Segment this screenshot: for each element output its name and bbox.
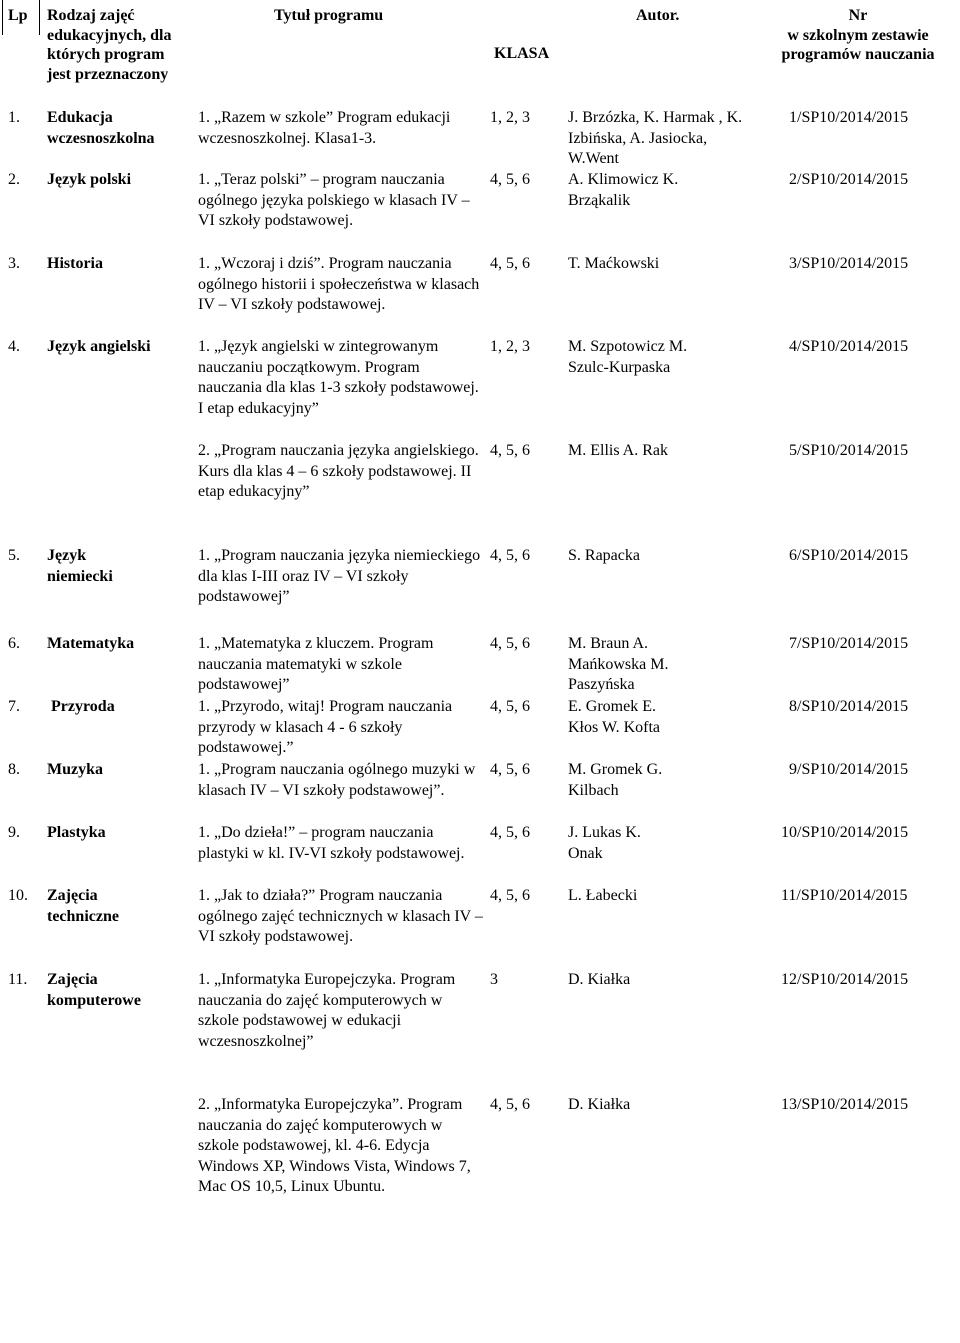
row-class: 4, 5, 6 [490, 698, 530, 715]
header-number-line1: Nr [848, 7, 868, 24]
row-author: L. Łabecki [568, 887, 638, 904]
row-program-title: 1. „Razem w szkole” Program edukacji wczesnoszkolnej. Klasa1-3. [198, 109, 451, 147]
row-number: 5/SP10/2014/2015 [789, 442, 909, 459]
row-class: 4, 5, 6 [490, 442, 530, 459]
row-number: 9/SP10/2014/2015 [789, 761, 909, 778]
row-lp: 4. [8, 338, 20, 355]
row-number: 8/SP10/2014/2015 [789, 698, 909, 715]
row-program-title: 1. „Przyrodo, witaj! Program nauczania przyrody w klasach 4 - 6 szkoły podstawowej.” [198, 698, 453, 756]
row-lp: 1. [8, 109, 20, 126]
row-class: 3 [490, 971, 498, 988]
row-program-title: 1. „Matematyka z kluczem. Program nauczania matematyki w szkole podstawowej” [198, 635, 434, 693]
row-class: 4, 5, 6 [490, 761, 530, 778]
row-lp: 5. [8, 547, 20, 564]
row-author: M. Ellis A. Rak [568, 442, 669, 459]
row-program-title: 2. „Program nauczania języka angielskiego. Kurs dla klas 4 – 6 szkoły podstawowej. II etap edukacyjny” [198, 442, 479, 500]
row-number: 6/SP10/2014/2015 [789, 547, 909, 564]
header-program-title: Tytuł programu [274, 7, 384, 24]
row-lp: 7. [8, 698, 20, 715]
row-program-title: 2. „Informatyka Europejczyka”. Program nauczania do zajęć komputerowych w szkole podstawowej, kl. 4-6. Edycja Windows XP, Windows Vista, Windows 7, Mac OS 10,5, Linux Ubuntu. [198, 1096, 471, 1195]
header-subject-type: Rodzaj zajęć edukacyjnych, dla których program jest przeznaczony [47, 7, 172, 83]
header-number [770, 6, 946, 65]
row-class: 1, 2, 3 [490, 338, 530, 355]
row-author: E. Gromek E. Kłos W. Kofta [568, 698, 660, 736]
row-class: 1, 2, 3 [490, 109, 530, 126]
row-author: J. Brzózka, K. Harmak , K. Izbińska, A. Jasiocka, W.Went [568, 109, 743, 167]
header-number-line2: w szkolnym zestawie programów nauczania [781, 26, 935, 63]
row-subject: Edukacja wczesnoszkolna [47, 109, 155, 147]
header-author: Autor. [636, 7, 680, 24]
header-class: KLASA [494, 45, 550, 62]
row-subject: Matematyka [47, 635, 135, 652]
row-subject: Plastyka [47, 824, 106, 841]
row-author: A. Klimowicz K. Brząkalik [568, 171, 679, 209]
row-subject: Język angielski [47, 338, 151, 355]
row-subject: Zajęcia techniczne [47, 887, 119, 925]
row-class: 4, 5, 6 [490, 171, 530, 188]
header-lp: Lp [8, 7, 28, 24]
row-author: M. Gromek G. Kilbach [568, 761, 663, 799]
row-author: M. Szpotowicz M. Szulc-Kurpaska [568, 338, 688, 376]
row-program-title: 1. „Informatyka Europejczyka. Program nauczania do zajęć komputerowych w szkole podstawowej w edukacji wczesnoszkolnej” [198, 971, 456, 1050]
row-subject: Język polski [47, 171, 132, 188]
row-number: 10/SP10/2014/2015 [781, 824, 909, 841]
row-subject: Historia [47, 255, 103, 272]
row-author: M. Braun A. Mańkowska M. Paszyńska [568, 635, 669, 693]
row-class: 4, 5, 6 [490, 887, 530, 904]
row-number: 11/SP10/2014/2015 [781, 887, 908, 904]
row-subject: Muzyka [47, 761, 103, 778]
row-class: 4, 5, 6 [490, 1096, 530, 1113]
row-author: D. Kiałka [568, 1096, 631, 1113]
row-lp: 11. [8, 971, 28, 988]
row-program-title: 1. „Do dzieła!” – program nauczania plastyki w kl. IV-VI szkoły podstawowej. [198, 824, 465, 862]
row-number: 7/SP10/2014/2015 [789, 635, 909, 652]
row-author: T. Maćkowski [568, 255, 660, 272]
row-author: D. Kiałka [568, 971, 631, 988]
row-program-title: 1. „Język angielski w zintegrowanym nauczaniu początkowym. Program nauczania dla klas 1-3 szkoły podstawowej. I etap edukacyjny” [198, 338, 479, 417]
row-program-title: 1. „Teraz polski” – program nauczania ogólnego języka polskiego w klasach IV – VI szkoły podstawowej. [198, 171, 470, 229]
row-author: J. Lukas K. Onak [568, 824, 641, 862]
row-number: 13/SP10/2014/2015 [781, 1096, 909, 1113]
row-lp: 10. [8, 887, 28, 904]
row-number: 2/SP10/2014/2015 [789, 171, 909, 188]
row-lp: 3. [8, 255, 20, 272]
row-program-title: 1. „Program nauczania języka niemieckiego dla klas I-III oraz IV – VI szkoły podstawowej” [198, 547, 481, 605]
row-subject: Zajęcia komputerowe [47, 971, 141, 1009]
row-class: 4, 5, 6 [490, 824, 530, 841]
row-lp: 6. [8, 635, 20, 652]
row-number: 1/SP10/2014/2015 [789, 109, 909, 126]
row-class: 4, 5, 6 [490, 635, 530, 652]
header-border [39, 0, 40, 35]
header-border [2, 0, 3, 35]
row-subject: Język niemiecki [47, 547, 113, 585]
row-program-title: 1. „Jak to działa?” Program nauczania ogólnego zajęć technicznych w klasach IV – VI szkoły podstawowej. [198, 887, 483, 945]
row-lp: 8. [8, 761, 20, 778]
row-class: 4, 5, 6 [490, 547, 530, 564]
row-lp: 9. [8, 824, 20, 841]
row-number: 12/SP10/2014/2015 [781, 971, 909, 988]
row-program-title: 1. „Program nauczania ogólnego muzyki w klasach IV – VI szkoły podstawowej”. [198, 761, 476, 799]
row-subject: Przyroda [51, 698, 115, 715]
row-number: 4/SP10/2014/2015 [789, 338, 909, 355]
row-author: S. Rapacka [568, 547, 640, 564]
row-program-title: 1. „Wczoraj i dziś”. Program nauczania ogólnego historii i społeczeństwa w klasach IV – VI szkoły podstawowej. [198, 255, 480, 313]
row-lp: 2. [8, 171, 20, 188]
row-class: 4, 5, 6 [490, 255, 530, 272]
row-number: 3/SP10/2014/2015 [789, 255, 909, 272]
